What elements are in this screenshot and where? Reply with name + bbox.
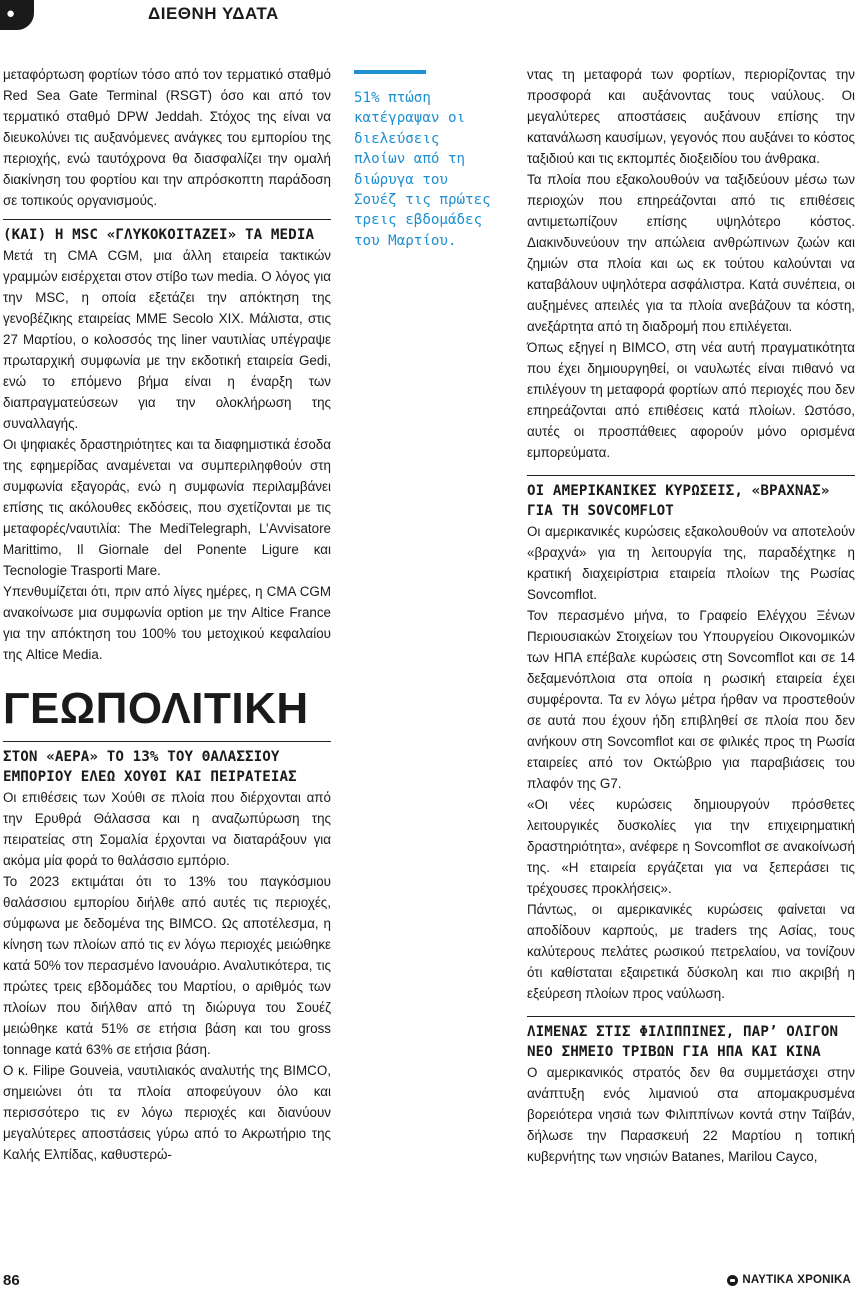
sovcomflot-paragraph-1: Οι αμερικανικές κυρώσεις εξακολουθούν να αποτελούν «βραχνά» για τη λειτουργία της, παραδέχτηκε η κρατική διαχειρίστρια εταιρεία πλοίων της Ρωσίας Sovcomflot. bbox=[527, 524, 855, 602]
msc-paragraph-2: Οι ψηφιακές δραστηριότητες και τα διαφημιστικά έσοδα της εφημερίδας αναμένεται να συμπεριληφθούν στη συμφωνία εξαγοράς, ενώ η συμφωνία περιλαμβάνει επίσης τις ακόλουθες εκδόσεις, που σχετίζονται με τις μεταφορές/ναυτιλία: The MediTelegraph, L’Avvisatore Marittimo, Il Giornale del Ponente Ligure και Tecnologie Trasporti Mare. bbox=[3, 437, 331, 578]
houthi-paragraph-2: Το 2023 εκτιμάται ότι το 13% του παγκόσμιου θαλάσσιου εμπορίου διήλθε από αυτές τις περιοχές, σύμφωνα με δεδομένα της BIMCO. Ως αποτέλεσμα, η κίνηση των πλοίων από τις εν λόγω περιοχές μειώθηκε κατά 50% τον περασμένο Ιανουάριο. Αναλυτικότερα, τις πρώτες τρεις εβδομάδες του Μαρτίου, ο αριθμός των πλοίων που διήλθαν από τη διώρυγα του Σουέζ μειώθηκε κατά 51% σε ετήσια βάση και του gross tonnage κατά 63% σε ετήσια βάση. bbox=[3, 874, 331, 1057]
ship-logo-icon bbox=[727, 1275, 738, 1286]
sovcomflot-paragraph-4: Πάντως, οι αμερικανικές κυρώσεις φαίνεται να αποδίδουν καρπούς, με traders της Ασίας, τους καλύτερους πελάτες ρωσικού πετρελαίου, να τονίζουν ότι καθίσταται εξαιρετικά δύσκολη και πιο ακριβή η εξεύρεση πλοίων προς ναύλωση. bbox=[527, 902, 855, 1001]
sovcomflot-paragraph-2: Τον περασμένο μήνα, το Γραφείο Ελέγχου Ξένων Περιουσιακών Στοιχείων του Υπουργείου Οικονομικών των ΗΠΑ επέβαλε κυρώσεις στη Sovcomflot και σε 14 δεξαμενόπλοια στα οποία η ρωσική εταιρεία έχει συμφέροντα. Τα εν λόγω μέτρα ήρθαν να προστεθούν σε αυτά που έχουν ήδη επιβληθεί σε πλοία που δεν ανήκουν στη Sovcomflot και σε φιλικές προς τη Ρωσία εταιρείες από τον Οκτώβριο για παραβιάσεις του πλαφόν της G7. bbox=[527, 608, 855, 791]
msc-paragraph-3: Υπενθυμίζεται ότι, πριν από λίγες ημέρες, η CMA CGM ανακοίνωσε μια συμφωνία option με την Altice France για την απόκτηση του 100% του μετοχικού κεφαλαίου της Altice Media. bbox=[3, 584, 331, 662]
right-paragraph-2: Τα πλοία που εξακολουθούν να ταξιδεύουν μέσω των περιοχών που επηρεάζονται από τις επιθέσεις αντιμετωπίζουν επίσης υψηλότερο κόστος. Διακινδυνεύουν την απώλεια ανθρώπινων ζωών και ζημιών στα πλοία και ως εκ τούτου καλούνται να καταβάλουν υψηλότερα ασφάλιστρα. Κατά συνέπεια, οι αυξημένες απειλές για τα πλοία ανεβάζουν τα κόστη, ανεξάρτητα από τη διαδρομή που επιλέγεται. bbox=[527, 172, 855, 334]
right-paragraph-1: ντας τη μεταφορά των φορτίων, περιορίζοντας την προσφορά και αυξάνοντας τους ναύλους. Οι μεγαλύτερες αποστάσεις αυξάνουν επίσης την κατανάλωση καυσίμων, γεγονός που αυξάνει το κόστος ταξιδιού και τις εκπομπές διοξειδίου του άνθρακα. bbox=[527, 67, 855, 166]
msc-heading: (ΚΑΙ) Η MSC «ΓΛΥΚΟΚΟΙΤΑΖΕΙ» ΤΑ MEDIA bbox=[3, 227, 315, 243]
column-right bbox=[527, 64, 855, 1167]
philippines-heading: ΛΙΜΕΝΑΣ ΣΤΙΣ ΦΙΛΙΠΠΙΝΕΣ, ΠΑΡ’ ΟΛΙΓΟΝ ΝΕΟ ΣΗΜΕΙΟ ΤΡΙΒΩΝ ΓΙΑ ΗΠΑ ΚΑΙ ΚΙΝΑ bbox=[527, 1024, 839, 1060]
philippines-paragraph-1: Ο αμερικανικός στρατός δεν θα συμμετάσχει στην ανάπτυξη ενός λιμανιού στα απομακρυσμένα βορειότερα νησιά των Φιλιππίνων κοντά στην Ταϊβάν, δήλωσε την Παρασκευή 22 Μαρτίου η τοπική κυβερνήτης των νησιών Batanes, Marilou Cayco, bbox=[527, 1065, 855, 1164]
geopolitics-title: ΓΕΩΠΟΛΙΤΙΚΗ bbox=[3, 684, 309, 733]
houthi-paragraph-1: Οι επιθέσεις των Χούθι σε πλοία που διέρχονται από την Ερυθρά Θάλασσα και η αναζωπύρωση της πειρατείας στη Σομαλία έρχονται να διαταράξουν για ακόμα μία φορά το θαλάσσιο εμπόριο. bbox=[3, 790, 331, 868]
divider bbox=[3, 741, 331, 787]
sovcomflot-paragraph-3: «Οι νέες κυρώσεις δημιουργούν πρόσθετες λειτουργικές δυσκολίες για την επιχειρηματική δραστηριότητα», ανέφερε η Sovcomflot σε ανακοίνωσή της. «Η εταιρεία εργάζεται για να ξεπεράσει τις τρέχουσες προκλήσεις». bbox=[527, 797, 855, 896]
speech-bubble-icon: ● bbox=[6, 5, 16, 22]
msc-paragraph-1: Μετά τη CMA CGM, μια άλλη εταιρεία τακτικών γραμμών εισέρχεται στον στίβο των media. Ο λόγος για την MSC, η οποία εξετάζει την απόκτηση της γενοβέζικης εταιρείας MME Secolo XIX. Μάλιστα, στις 27 Μαρτίου, ο κολοσσός της liner ναυτιλίας υπέγραψε πρωταρχική συμφωνία με την εκδοτική εταιρεία Gedi, ενώ το επόμενο βήμα είναι η έναρξη των διαπραγματεύσεων για την ολοκλήρωση της συναλλαγής. bbox=[3, 248, 331, 431]
page-number: 86 bbox=[3, 1272, 20, 1289]
section-badge bbox=[0, 0, 34, 30]
divider bbox=[3, 219, 331, 245]
divider bbox=[527, 1016, 855, 1062]
brand-name: ΝΑΥΤΙΚΑ ΧΡΟΝΙΚΑ bbox=[742, 1274, 851, 1286]
section-title: ΔΙΕΘΝΗ ΥΔΑΤΑ bbox=[148, 4, 279, 23]
pullquote-column bbox=[354, 64, 494, 251]
houthi-heading: ΣΤΟΝ «ΑΕΡΑ» ΤΟ 13% ΤΟΥ ΘΑΛΑΣΣΙΟΥ ΕΜΠΟΡΙΟΥ ΕΛΕΩ ΧΟΥΘΙ ΚΑΙ ΠΕΙΡΑΤΕΙΑΣ bbox=[3, 749, 297, 785]
sovcomflot-heading: ΟΙ ΑΜΕΡΙΚΑΝΙΚΕΣ ΚΥΡΩΣΕΙΣ, «ΒΡΑΧΝΑΣ» ΓΙΑ ΤΗ SOVCOMFLOT bbox=[527, 483, 830, 519]
column-left bbox=[3, 64, 331, 1165]
intro-paragraph: μεταφόρτωση φορτίων τόσο από τον τερματικό σταθμό Red Sea Gate Terminal (RSGT) όσο και από τον τερματικό σταθμό DPW Jeddah. Στόχος της είναι να διευκολύνει τις αυξανόμενες ανάγκες του εμπορίου της περιοχής, ενώ ταυτόχρονα θα διασφαλίζει την ομαλή διακίνηση του φορτίου και την απρόσκοπτη παράδοση σε τοπικούς οργανισμούς. bbox=[3, 67, 331, 208]
divider bbox=[527, 475, 855, 521]
houthi-paragraph-3: Ο κ. Filipe Gouveia, ναυτιλιακός αναλυτής της BIMCO, σημειώνει ότι τα πλοία αποφεύγουν όλο και περισσότερο τις εν λόγω περιοχές και διανύουν μεγαλύτερες αποστάσεις γύρω από το Ακρωτήριο της Καλής Ελπίδας, καθυστερώ- bbox=[3, 1063, 331, 1162]
brand-logo bbox=[727, 1274, 851, 1286]
pullquote-bar bbox=[354, 70, 426, 74]
right-paragraph-3: Όπως εξηγεί η BIMCO, στη νέα αυτή πραγματικότητα που έχει δημιουργηθεί, οι ναυλωτές είναι πιθανό να επιλέγουν τη μεταφορά φορτίων από περιοχές που δεν επηρεάζονται από επιθέσεις κατά πλοίων. Ωστόσο, αυτές οι προσπάθειες αφορούν μόνο ορισμένα εμπορεύματα. bbox=[527, 340, 855, 460]
pullquote: 51% πτώση κατέγραψαν οι διελεύσεις πλοίων από τη διώρυγα του Σουέζ τις πρώτες τρεις εβδομάδες του Μαρτίου. bbox=[354, 90, 491, 249]
